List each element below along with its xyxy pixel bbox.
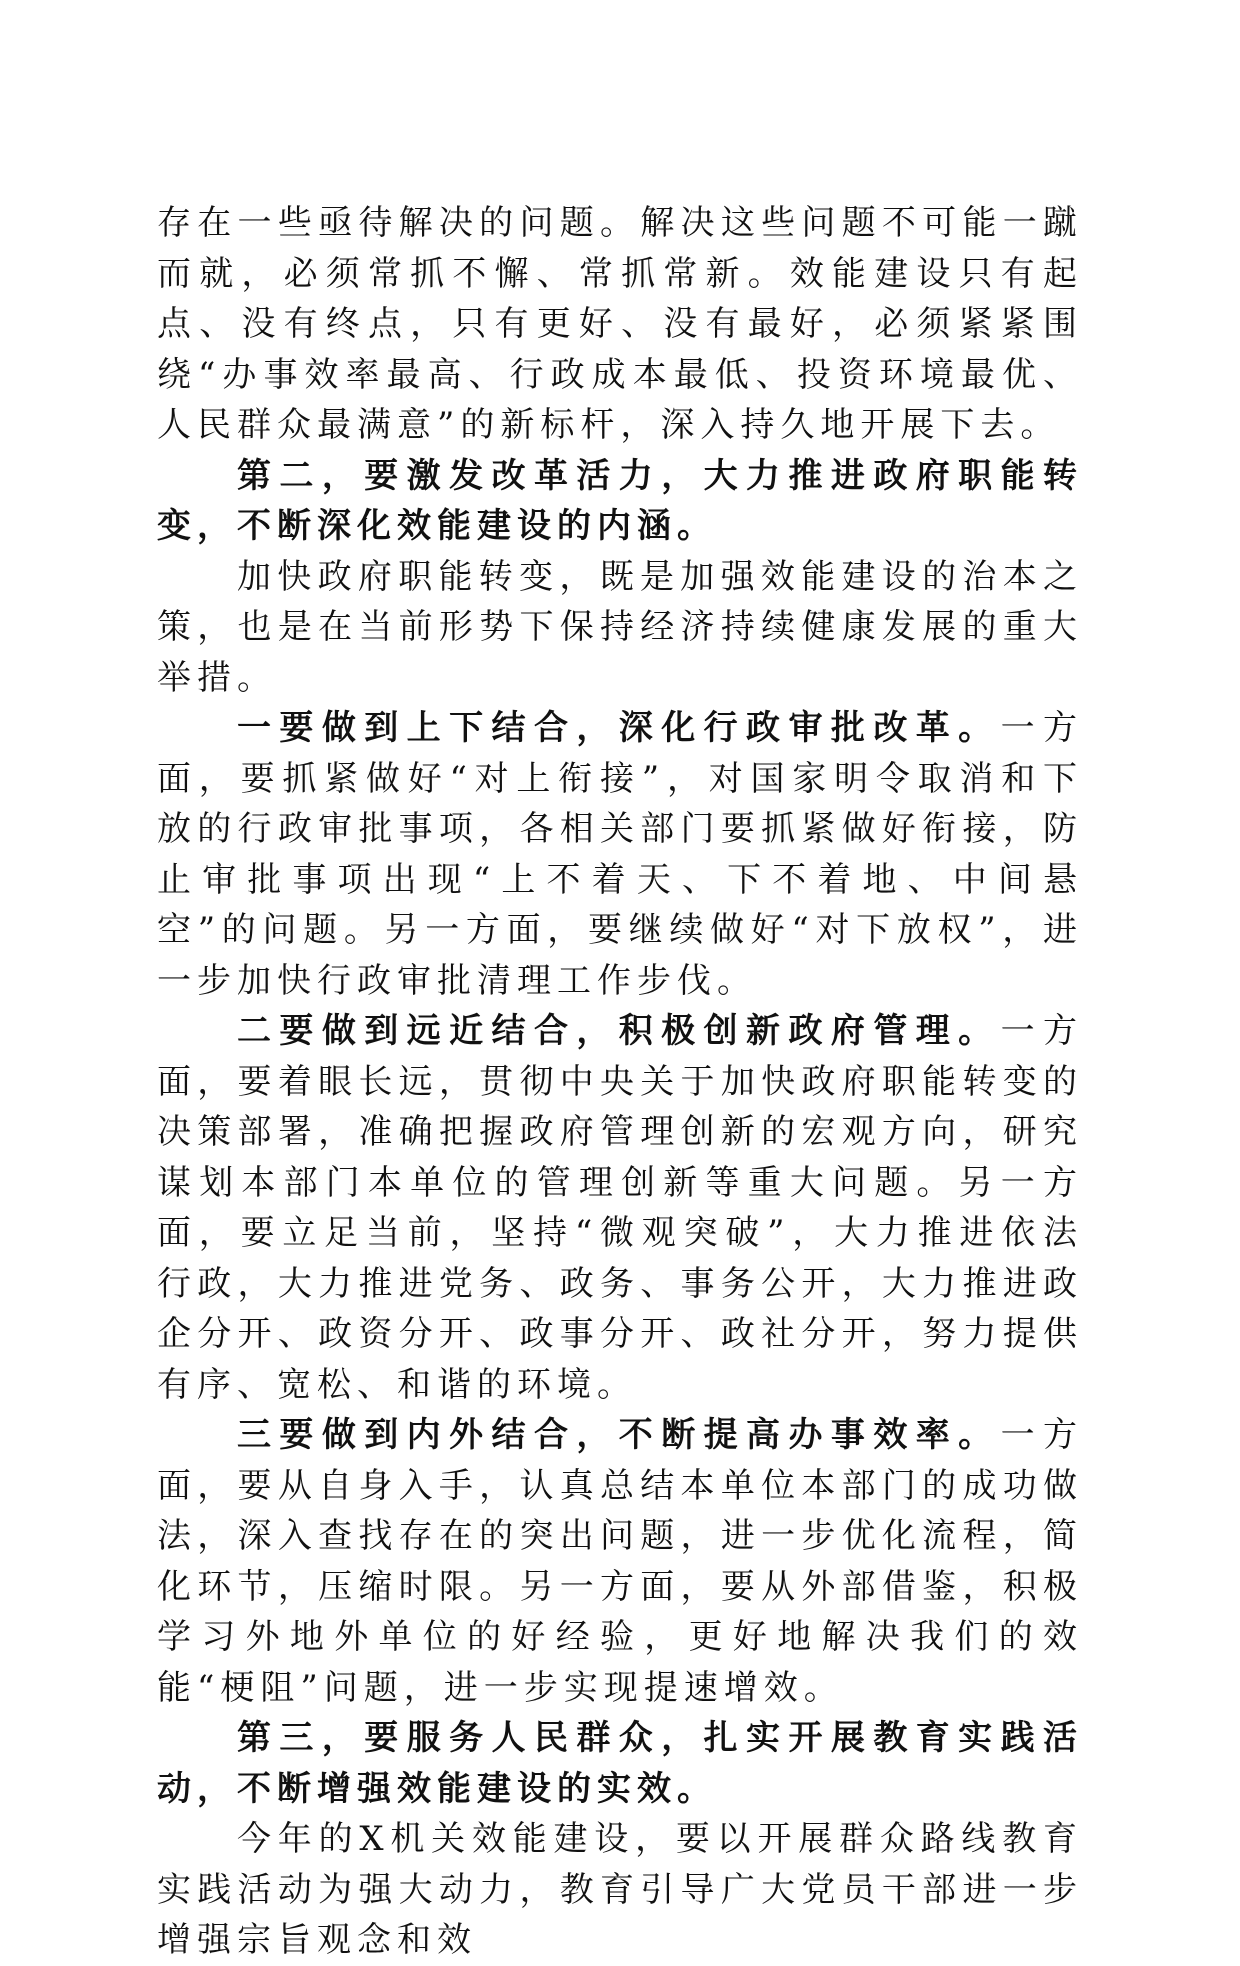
document-page xyxy=(157,198,1083,1966)
paragraph-continuation: 存在一些亟待解决的问题。解决这些问题不可能一蹴而就，必须常抓不懈、常抓常新。效能建设只有起点、没有终点，只有更好、没有最好，必须紧紧围绕“办事效率最高、行政成本最低、投资环境最优、人民群众最满意”的新标杆，深入持久地开展下去。 xyxy=(157,203,1083,445)
point-two-text: 一方面，要着眼长远，贯彻中央关于加快政府职能转变的决策部署，准确把握政府管理创新的宏观方向，研究谋划本部门本单位的管理创新等重大问题。另一方面，要立足当前，坚持“微观突破”，大力推进依法行政，大力推进党务、政务、事务公开，大力推进政企分开、政资分开、政事分开、政社分开，努力提供有序、宽松、和谐的环境。 xyxy=(157,1011,1083,1405)
point-three-lead: 三要做到内外结合，不断提高办事效率。 xyxy=(237,1415,1001,1455)
section-heading-second: 第二，要激发改革活力，大力推进政府职能转变，不断深化效能建设的内涵。 xyxy=(157,455,1083,546)
point-one-text: 一方面，要抓紧做好“对上衔接”，对国家明令取消和下放的行政审批事项，各相关部门要抓紧做好衔接，防止审批事项出现“上不着天、下不着地、中间悬空”的问题。另一方面，要继续做好“对下放权”，进一步加快行政审批清理工作步伐。 xyxy=(157,708,1083,1001)
paragraph-point-two xyxy=(157,1006,1083,1410)
section-heading-third: 第三，要服务人民群众，扎实开展教育实践活动，不断增强效能建设的实效。 xyxy=(157,1718,1083,1809)
paragraph-point-three xyxy=(157,1410,1083,1713)
paragraph-body-last: 今年的X机关效能建设，要以开展群众路线教育实践活动为强大动力，教育引导广大党员干部进一步增强宗旨观念和效 xyxy=(157,1819,1083,1960)
point-three-text: 一方面，要从自身入手，认真总结本单位本部门的成功做法，深入查找存在的突出问题，进一步优化流程，简化环节，压缩时限。另一方面，要从外部借鉴，积极学习外地外单位的好经验，更好地解决我们的效能“梗阻”问题，进一步实现提速增效。 xyxy=(157,1415,1083,1708)
point-one-lead: 一要做到上下结合，深化行政审批改革。 xyxy=(237,708,1001,748)
point-two-lead: 二要做到远近结合，积极创新政府管理。 xyxy=(237,1011,1001,1051)
paragraph-body: 加快政府职能转变，既是加强效能建设的治本之策，也是在当前形势下保持经济持续健康发展的重大举措。 xyxy=(157,556,1083,698)
paragraph-point-one xyxy=(157,703,1083,1006)
